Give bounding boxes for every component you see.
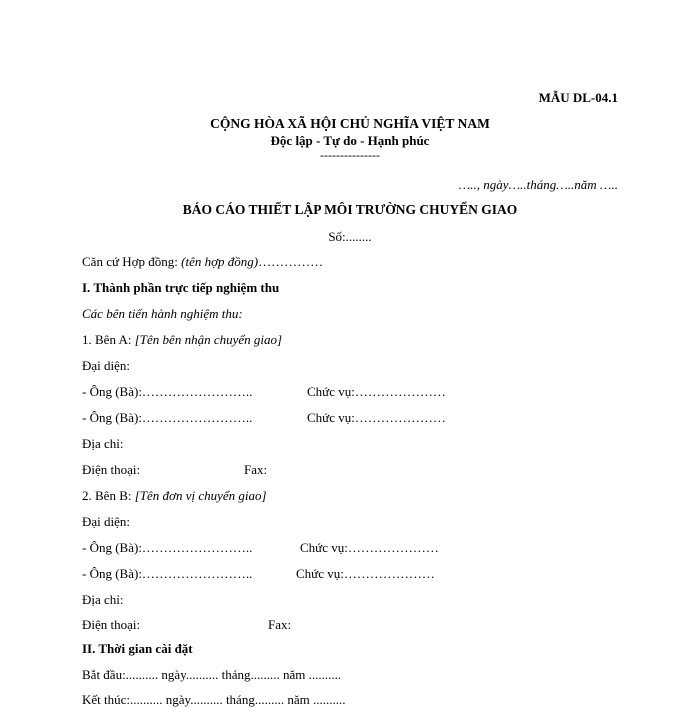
- party-a-label: 1. Bên A:: [82, 332, 135, 347]
- contract-basis: [82, 254, 323, 270]
- party-b-phone: Điện thoại:: [82, 617, 141, 632]
- party-b-line: [82, 488, 267, 504]
- party-a-rep-label: Đại diện:: [82, 358, 131, 373]
- party-a-position2: Chức vụ:…………………: [307, 410, 446, 425]
- section1-heading: I. Thành phần trực tiếp nghiệm thu: [82, 280, 280, 295]
- party-a-person2: - Ông (Bà):……………………..: [82, 410, 253, 425]
- header-divider: ---------------: [320, 148, 380, 162]
- motto: Độc lập - Tự do - Hạnh phúc: [270, 133, 430, 148]
- party-b-placeholder: [Tên đơn vị chuyển giao]: [134, 488, 267, 503]
- party-b-person2: - Ông (Bà):……………………..: [82, 566, 253, 581]
- party-b-fax: Fax:: [268, 617, 292, 632]
- contract-basis-dots: ……………: [258, 254, 324, 269]
- report-number: Số:........: [328, 229, 372, 244]
- contract-basis-label: Căn cứ Hợp đồng:: [82, 254, 182, 269]
- party-a-line: [82, 332, 282, 348]
- party-b-address: Địa chỉ:: [82, 592, 124, 607]
- install-end: Kết thúc:.......... ngày.......... tháng......... năm ..........: [82, 692, 346, 707]
- contract-name-placeholder: (tên hợp đồng): [181, 254, 259, 269]
- party-a-phone: Điện thoại:: [82, 462, 141, 477]
- section2-heading: II. Thời gian cài đặt: [82, 641, 193, 656]
- form-code: MẪU DL-04.1: [538, 90, 618, 105]
- install-start: Bắt đầu:.......... ngày.......... tháng......... năm ..........: [82, 667, 342, 682]
- party-b-rep-label: Đại diện:: [82, 514, 131, 529]
- party-b-label: 2. Bên B:: [82, 488, 135, 503]
- page-title: BÁO CÁO THIẾT LẬP MÔI TRƯỜNG CHUYỂN GIAO: [182, 202, 518, 217]
- party-a-position1: Chức vụ:…………………: [307, 384, 446, 399]
- section1-intro: Các bên tiến hành nghiệm thu:: [82, 306, 243, 321]
- party-b-position2: Chức vụ:…………………: [296, 566, 435, 581]
- party-a-placeholder: [Tên bên nhận chuyển giao]: [134, 332, 283, 347]
- party-b-person1: - Ông (Bà):……………………..: [82, 540, 253, 555]
- party-b-position1: Chức vụ:…………………: [300, 540, 439, 555]
- nation-heading: CỘNG HÒA XÃ HỘI CHỦ NGHĨA VIỆT NAM: [210, 116, 490, 131]
- date-line: ….., ngày…..tháng…..năm …..: [458, 177, 618, 192]
- party-a-address: Địa chỉ:: [82, 436, 124, 451]
- party-a-fax: Fax:: [244, 462, 268, 477]
- party-a-person1: - Ông (Bà):……………………..: [82, 384, 253, 399]
